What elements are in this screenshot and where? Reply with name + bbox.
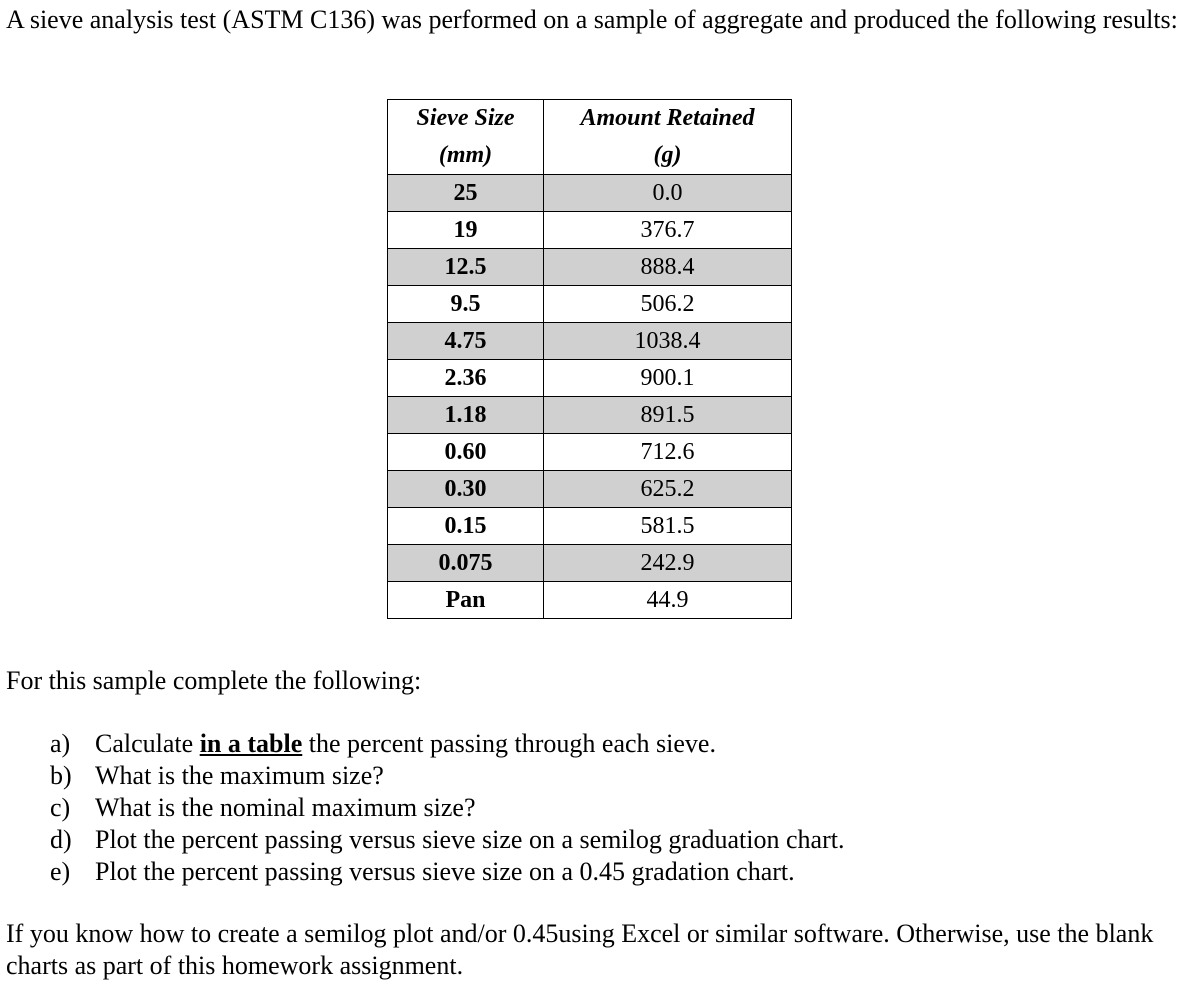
- instructions-lead: For this sample complete the following:: [6, 666, 422, 695]
- list-item: [50, 856, 844, 888]
- header-amount-line2: (g): [653, 142, 682, 168]
- list-item: [50, 824, 844, 856]
- task-text: [95, 728, 716, 760]
- sieve-size-cell: 1.18: [388, 397, 544, 434]
- task-text-post: the percent passing through each sieve.: [302, 729, 716, 758]
- list-item: [50, 792, 844, 824]
- sieve-size-cell: 4.75: [388, 323, 544, 360]
- task-text-pre: Calculate: [95, 729, 200, 758]
- amount-retained-cell: 0.0: [544, 175, 792, 212]
- sieve-size-cell: 19: [388, 212, 544, 249]
- amount-retained-cell: 712.6: [544, 434, 792, 471]
- amount-retained-cell: 506.2: [544, 286, 792, 323]
- table-row: [388, 545, 792, 582]
- amount-retained-cell: 242.9: [544, 545, 792, 582]
- header-sieve-size-line2: (mm): [438, 142, 493, 168]
- table-header-row: [388, 100, 792, 175]
- amount-retained-cell: 1038.4: [544, 323, 792, 360]
- table-row: [388, 397, 792, 434]
- amount-retained-cell: 891.5: [544, 397, 792, 434]
- amount-retained-cell: 625.2: [544, 471, 792, 508]
- table-row: [388, 360, 792, 397]
- table-row: [388, 175, 792, 212]
- task-list: [50, 728, 844, 888]
- sieve-size-cell: 0.075: [388, 545, 544, 582]
- task-marker: d): [50, 825, 72, 854]
- amount-retained-cell: 376.7: [544, 212, 792, 249]
- amount-retained-cell: 581.5: [544, 508, 792, 545]
- sieve-size-cell: 0.30: [388, 471, 544, 508]
- table-row: [388, 323, 792, 360]
- intro-paragraph: A sieve analysis test (ASTM C136) was performed on a sample of aggregate and produced the following results:: [6, 5, 1178, 34]
- task-text: What is the nominal maximum size?: [95, 793, 476, 822]
- table-row: [388, 508, 792, 545]
- table-row: [388, 249, 792, 286]
- task-marker: c): [50, 793, 71, 822]
- amount-retained-cell: 888.4: [544, 249, 792, 286]
- sieve-analysis-table: [387, 99, 792, 619]
- task-marker: a): [50, 729, 71, 758]
- header-sieve-size-line1: Sieve Size: [416, 105, 515, 131]
- list-item: [50, 760, 844, 792]
- sieve-size-cell: 2.36: [388, 360, 544, 397]
- task-text: Plot the percent passing versus sieve size on a semilog graduation chart.: [95, 825, 845, 854]
- sieve-size-cell: 9.5: [388, 286, 544, 323]
- table-row: [388, 212, 792, 249]
- task-text: Plot the percent passing versus sieve size on a 0.45 gradation chart.: [95, 857, 795, 886]
- task-marker: e): [50, 857, 71, 886]
- header-amount-retained: [544, 100, 792, 175]
- sieve-size-cell: Pan: [388, 582, 544, 619]
- closing-paragraph: If you know how to create a semilog plot and/or 0.45using Excel or similar software. Otherwise, use the blank charts as part of this homework assignment.: [6, 919, 1154, 980]
- table-row: [388, 471, 792, 508]
- list-item: [50, 728, 844, 760]
- sieve-size-cell: 0.60: [388, 434, 544, 471]
- header-amount-line1: Amount Retained: [580, 105, 755, 131]
- table-row: [388, 286, 792, 323]
- sieve-size-cell: 0.15: [388, 508, 544, 545]
- task-emphasis: in a table: [199, 729, 303, 758]
- sieve-size-cell: 25: [388, 175, 544, 212]
- table-row: [388, 434, 792, 471]
- sieve-size-cell: 12.5: [388, 249, 544, 286]
- task-marker: b): [50, 761, 72, 790]
- table-row: [388, 582, 792, 619]
- amount-retained-cell: 900.1: [544, 360, 792, 397]
- amount-retained-cell: 44.9: [544, 582, 792, 619]
- header-sieve-size: [388, 100, 544, 175]
- task-text: What is the maximum size?: [95, 761, 384, 790]
